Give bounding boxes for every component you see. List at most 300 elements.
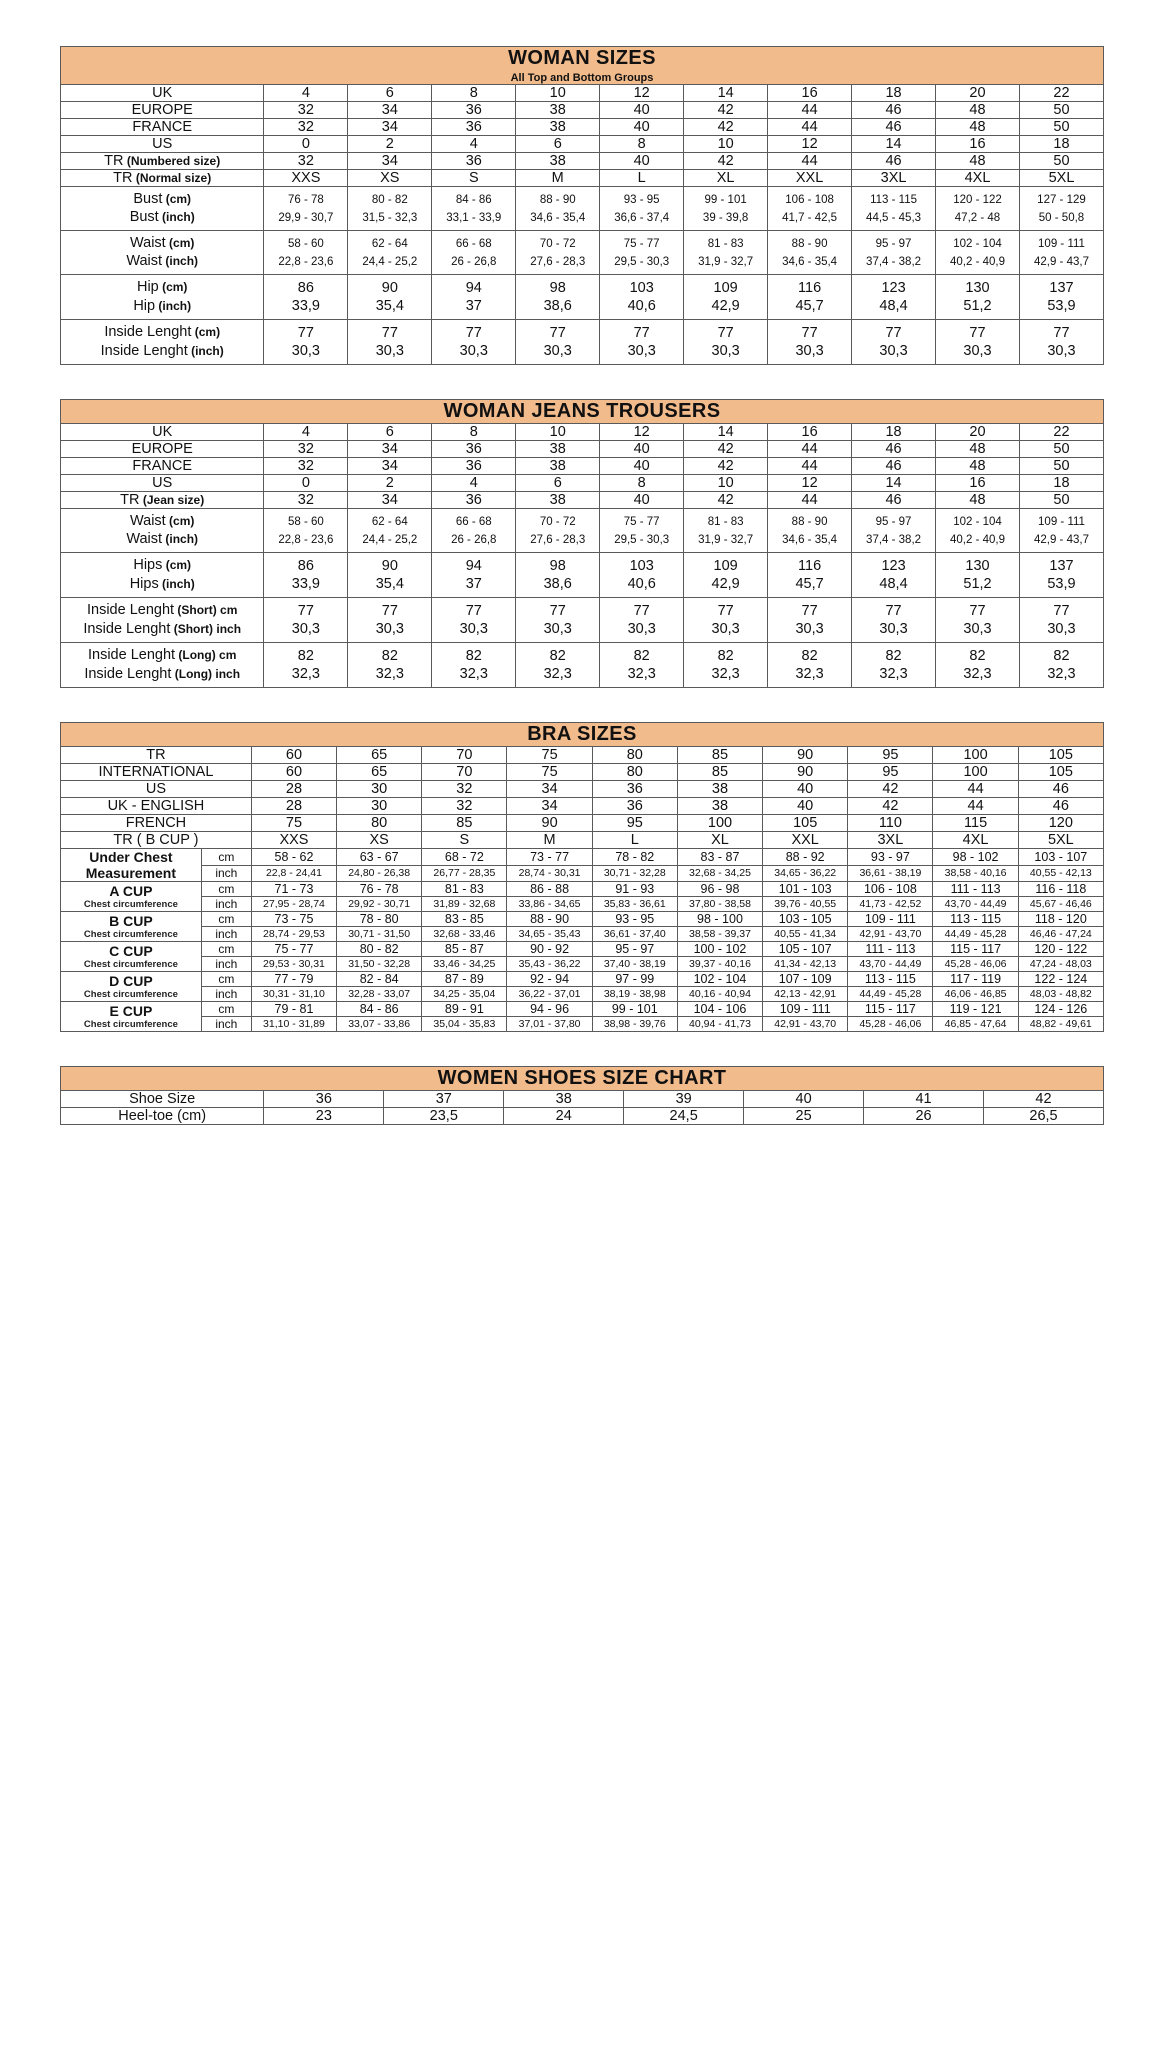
- table-cell: 30,3: [516, 342, 600, 365]
- table-cell: 86 - 88: [507, 882, 592, 897]
- table-subtitle: All Top and Bottom Groups: [510, 72, 654, 84]
- table-row: [61, 781, 1104, 798]
- table-cell: 30,3: [264, 342, 348, 365]
- table-cell: 18: [852, 85, 936, 102]
- table-cell: 34,6 - 35,4: [768, 531, 852, 553]
- table-cell: 24,4 - 25,2: [348, 253, 432, 275]
- table-cell: 16: [936, 136, 1020, 153]
- table-cell: 40,2 - 40,9: [936, 531, 1020, 553]
- table-cell: 18: [1019, 475, 1103, 492]
- table-cell: 45,67 - 46,46: [1018, 897, 1103, 912]
- table-cell: 38: [516, 492, 600, 509]
- table-cell: 51,2: [936, 297, 1020, 320]
- table-row: [61, 927, 1104, 942]
- row-label: US: [61, 475, 264, 492]
- table-cell: 27,6 - 28,3: [516, 253, 600, 275]
- table-cell: 46: [852, 458, 936, 475]
- table-cell: 88 - 90: [507, 912, 592, 927]
- table-cell: 98: [516, 553, 600, 576]
- table-row: [61, 865, 1104, 882]
- table-cell: 14: [684, 424, 768, 441]
- table-cell: 35,04 - 35,83: [422, 1017, 507, 1032]
- table-cell: 73 - 75: [251, 912, 336, 927]
- table-cell: 102 - 104: [936, 509, 1020, 532]
- table-cell: 32,3: [1019, 665, 1103, 688]
- table-cell: 75 - 77: [600, 509, 684, 532]
- table-cell: 33,9: [264, 575, 348, 598]
- table-cell: 98 - 100: [677, 912, 762, 927]
- table-cell: S: [432, 170, 516, 187]
- unit-cell: cm: [201, 849, 251, 866]
- table-cell: 16: [768, 424, 852, 441]
- table-cell: 106 - 108: [768, 187, 852, 210]
- woman-jeans-trousers-block: [60, 399, 1104, 688]
- table-cell: 37,40 - 38,19: [592, 957, 677, 972]
- table-cell: 92 - 94: [507, 972, 592, 987]
- table-cell: 71 - 73: [251, 882, 336, 897]
- table-cell: 10: [684, 136, 768, 153]
- table-cell: 22: [1019, 85, 1103, 102]
- table-cell: 42,9: [684, 297, 768, 320]
- table-cell: 30,3: [684, 342, 768, 365]
- table-cell: 75: [507, 764, 592, 781]
- table-cell: 46: [852, 492, 936, 509]
- table-cell: 48: [936, 492, 1020, 509]
- table-cell: 32,3: [852, 665, 936, 688]
- table-title: WOMEN SHOES SIZE CHART: [437, 1067, 727, 1090]
- table-cell: 100: [677, 815, 762, 832]
- table-cell: 77: [852, 598, 936, 621]
- table-cell: 44,5 - 45,3: [852, 209, 936, 231]
- table-cell: 34: [348, 153, 432, 170]
- table-cell: 31,9 - 32,7: [684, 253, 768, 275]
- table-cell: 6: [516, 136, 600, 153]
- table-cell: 95: [848, 764, 933, 781]
- table-cell: 38: [677, 781, 762, 798]
- table-cell: 80 - 82: [348, 187, 432, 210]
- table-cell: 30: [337, 781, 422, 798]
- table-cell: 6: [348, 424, 432, 441]
- table-row: [61, 598, 1104, 621]
- table-cell: 85 - 87: [422, 942, 507, 957]
- table-cell: 16: [768, 85, 852, 102]
- table-cell: 37: [432, 575, 516, 598]
- table-cell: 105 - 107: [763, 942, 848, 957]
- table-cell: 30,3: [768, 620, 852, 643]
- row-label: Inside Lenght (Long) inch: [61, 665, 264, 688]
- table-cell: 8: [432, 85, 516, 102]
- table-cell: 33,1 - 33,9: [432, 209, 516, 231]
- table-cell: 34,65 - 36,22: [763, 865, 848, 882]
- table-cell: 30,3: [600, 342, 684, 365]
- table-cell: 34,65 - 35,43: [507, 927, 592, 942]
- table-cell: 50: [1019, 458, 1103, 475]
- table-cell: 26 - 26,8: [432, 253, 516, 275]
- table-cell: 47,2 - 48: [936, 209, 1020, 231]
- table-cell: 85: [677, 764, 762, 781]
- table-cell: 70 - 72: [516, 509, 600, 532]
- table-cell: 118 - 120: [1018, 912, 1103, 927]
- table-cell: 42: [684, 102, 768, 119]
- table-cell: 40: [600, 458, 684, 475]
- table-cell: 40: [763, 798, 848, 815]
- table-cell: 85: [422, 815, 507, 832]
- table-row: [61, 764, 1104, 781]
- table-cell: 32: [264, 441, 348, 458]
- table-cell: 32,28 - 33,07: [337, 987, 422, 1002]
- table-cell: 30: [337, 798, 422, 815]
- table-cell: 82: [264, 643, 348, 666]
- table-cell: 44: [933, 798, 1018, 815]
- women-shoes-table: [60, 1066, 1104, 1125]
- table-cell: 94 - 96: [507, 1002, 592, 1017]
- table-cell: 30,3: [1019, 620, 1103, 643]
- row-label: Waist (cm): [61, 509, 264, 532]
- table-cell: 119 - 121: [933, 1002, 1018, 1017]
- table-cell: 36,6 - 37,4: [600, 209, 684, 231]
- table-cell: 84 - 86: [432, 187, 516, 210]
- table-cell: 40: [763, 781, 848, 798]
- table-cell: 32: [264, 492, 348, 509]
- table-cell: 36: [264, 1091, 384, 1108]
- table-cell: 77: [936, 320, 1020, 343]
- table-cell: 50: [1019, 153, 1103, 170]
- row-label: UK - ENGLISH: [61, 798, 252, 815]
- table-row: [61, 253, 1104, 275]
- table-cell: 33,86 - 34,65: [507, 897, 592, 912]
- table-cell: 34: [348, 458, 432, 475]
- table-cell: 95 - 97: [592, 942, 677, 957]
- table-cell: 32: [422, 781, 507, 798]
- unit-cell: inch: [201, 865, 251, 882]
- table-cell: 77: [684, 320, 768, 343]
- table-cell: 8: [600, 475, 684, 492]
- table-cell: 100: [933, 747, 1018, 764]
- unit-cell: inch: [201, 1017, 251, 1032]
- table-cell: 32: [264, 102, 348, 119]
- table-cell: 31,10 - 31,89: [251, 1017, 336, 1032]
- table-cell: 60: [251, 764, 336, 781]
- table-cell: 42,9 - 43,7: [1019, 531, 1103, 553]
- table-cell: 14: [852, 475, 936, 492]
- table-cell: 80: [337, 815, 422, 832]
- table-cell: 130: [936, 553, 1020, 576]
- table-cell: 30,3: [264, 620, 348, 643]
- table-cell: 103: [600, 553, 684, 576]
- row-label: Waist (cm): [61, 231, 264, 254]
- table-cell: 32,3: [936, 665, 1020, 688]
- table-cell: 39 - 39,8: [684, 209, 768, 231]
- table-cell: 62 - 64: [348, 509, 432, 532]
- table-cell: 38: [516, 119, 600, 136]
- table-cell: 75 - 77: [251, 942, 336, 957]
- table-cell: 47,24 - 48,03: [1018, 957, 1103, 972]
- table-cell: 30,3: [432, 342, 516, 365]
- cup-label: C CUP Chest circumference: [61, 942, 202, 972]
- table-cell: 4: [432, 136, 516, 153]
- table-cell: 36: [432, 102, 516, 119]
- table-cell: 58 - 62: [251, 849, 336, 866]
- table-row: [61, 912, 1104, 927]
- table-cell: 32: [264, 119, 348, 136]
- table-title-row: [61, 400, 1104, 424]
- table-cell: 68 - 72: [422, 849, 507, 866]
- table-cell: 115 - 117: [848, 1002, 933, 1017]
- table-cell: 88 - 92: [763, 849, 848, 866]
- table-cell: 77: [1019, 598, 1103, 621]
- unit-cell: inch: [201, 897, 251, 912]
- table-cell: 4XL: [933, 832, 1018, 849]
- table-cell: 79 - 81: [251, 1002, 336, 1017]
- table-cell: 82: [432, 643, 516, 666]
- table-cell: 3XL: [852, 170, 936, 187]
- table-cell: 22: [1019, 424, 1103, 441]
- table-cell: 90: [507, 815, 592, 832]
- table-cell: 75: [507, 747, 592, 764]
- table-cell: 40,6: [600, 575, 684, 598]
- table-cell: 6: [348, 85, 432, 102]
- table-cell: 46,46 - 47,24: [1018, 927, 1103, 942]
- table-cell: 43,70 - 44,49: [848, 957, 933, 972]
- table-cell: 62 - 64: [348, 231, 432, 254]
- row-label: Hip (cm): [61, 275, 264, 298]
- table-cell: 36,22 - 37,01: [507, 987, 592, 1002]
- table-cell: 77: [768, 320, 852, 343]
- table-row: [61, 1108, 1104, 1125]
- table-cell: 32: [264, 458, 348, 475]
- table-cell: 44: [768, 102, 852, 119]
- table-cell: 86: [264, 275, 348, 298]
- table-cell: 45,28 - 46,06: [848, 1017, 933, 1032]
- table-cell: 77: [600, 320, 684, 343]
- table-title: WOMAN SIZES: [508, 47, 656, 69]
- table-cell: 48,4: [852, 575, 936, 598]
- table-cell: 36: [592, 798, 677, 815]
- table-cell: 5XL: [1019, 170, 1103, 187]
- table-cell: 40,6: [600, 297, 684, 320]
- table-cell: 35,4: [348, 575, 432, 598]
- table-cell: 77: [516, 320, 600, 343]
- table-cell: 137: [1019, 275, 1103, 298]
- table-cell: 46: [852, 153, 936, 170]
- table-cell: 90 - 92: [507, 942, 592, 957]
- table-cell: 50: [1019, 492, 1103, 509]
- table-cell: 84 - 86: [337, 1002, 422, 1017]
- table-cell: 32,3: [516, 665, 600, 688]
- table-cell: 77: [432, 598, 516, 621]
- row-label: US: [61, 136, 264, 153]
- table-title: WOMAN JEANS TROUSERS: [443, 400, 721, 422]
- table-row: [61, 747, 1104, 764]
- unit-cell: cm: [201, 972, 251, 987]
- table-row: [61, 458, 1104, 475]
- table-cell: 38,58 - 40,16: [933, 865, 1018, 882]
- table-row: [61, 620, 1104, 643]
- table-cell: 0: [264, 136, 348, 153]
- table-cell: 82 - 84: [337, 972, 422, 987]
- table-cell: 34: [348, 102, 432, 119]
- table-cell: 38,58 - 39,37: [677, 927, 762, 942]
- table-cell: 46,06 - 46,85: [933, 987, 1018, 1002]
- table-cell: 113 - 115: [933, 912, 1018, 927]
- table-cell: 32,3: [264, 665, 348, 688]
- table-cell: 36: [432, 119, 516, 136]
- table-cell: 34: [348, 492, 432, 509]
- table-cell: 73 - 77: [507, 849, 592, 866]
- cup-label: D CUP Chest circumference: [61, 972, 202, 1002]
- table-cell: 31,9 - 32,7: [684, 531, 768, 553]
- table-cell: 116 - 118: [1018, 882, 1103, 897]
- table-cell: 109: [684, 553, 768, 576]
- table-cell: 50: [1019, 102, 1103, 119]
- table-cell: 82: [768, 643, 852, 666]
- table-row: [61, 553, 1104, 576]
- table-cell: 30,3: [516, 620, 600, 643]
- table-cell: 82: [600, 643, 684, 666]
- row-label: Inside Lenght (Short) inch: [61, 620, 264, 643]
- table-title: BRA SIZES: [527, 723, 637, 745]
- table-cell: 29,5 - 30,3: [600, 253, 684, 275]
- table-cell: 70: [422, 747, 507, 764]
- table-row: [61, 275, 1104, 298]
- row-label: Inside Lenght (Long) cm: [61, 643, 264, 666]
- table-row: [61, 987, 1104, 1002]
- table-cell: 37,4 - 38,2: [852, 531, 936, 553]
- row-label: TR (Numbered size): [61, 153, 264, 170]
- table-cell: 30,71 - 31,50: [337, 927, 422, 942]
- table-cell: 41: [864, 1091, 984, 1108]
- table-title-row: [61, 1067, 1104, 1091]
- row-label: FRANCE: [61, 119, 264, 136]
- woman-jeans-trousers-table: [60, 399, 1104, 688]
- table-cell: 50: [1019, 119, 1103, 136]
- table-cell: 38: [516, 441, 600, 458]
- table-cell: 36: [432, 458, 516, 475]
- table-cell: 26,5: [984, 1108, 1104, 1125]
- table-cell: 40,2 - 40,9: [936, 253, 1020, 275]
- table-cell: 8: [600, 136, 684, 153]
- table-cell: 40,16 - 40,94: [677, 987, 762, 1002]
- table-row: [61, 1091, 1104, 1108]
- table-cell: 76 - 78: [337, 882, 422, 897]
- table-cell: 28: [251, 798, 336, 815]
- table-cell: 30,3: [768, 342, 852, 365]
- table-cell: 33,9: [264, 297, 348, 320]
- row-label: Heel-toe (cm): [61, 1108, 264, 1125]
- table-cell: 105: [763, 815, 848, 832]
- table-cell: 30,3: [936, 342, 1020, 365]
- table-cell: 38: [516, 102, 600, 119]
- table-cell: 38,6: [516, 575, 600, 598]
- row-label: FRANCE: [61, 458, 264, 475]
- row-label: Bust (inch): [61, 209, 264, 231]
- table-cell: 110: [848, 815, 933, 832]
- table-cell: 5XL: [1018, 832, 1103, 849]
- table-cell: 27,95 - 28,74: [251, 897, 336, 912]
- table-row: [61, 1002, 1104, 1017]
- unit-cell: cm: [201, 912, 251, 927]
- table-cell: 16: [936, 475, 1020, 492]
- table-cell: 82: [936, 643, 1020, 666]
- table-cell: 127 - 129: [1019, 187, 1103, 210]
- table-cell: 30,31 - 31,10: [251, 987, 336, 1002]
- row-label: US: [61, 781, 252, 798]
- table-cell: 48: [936, 458, 1020, 475]
- table-cell: 35,43 - 36,22: [507, 957, 592, 972]
- table-cell: XL: [684, 170, 768, 187]
- table-cell: 28,74 - 29,53: [251, 927, 336, 942]
- table-cell: 42,9: [684, 575, 768, 598]
- row-label: Shoe Size: [61, 1091, 264, 1108]
- table-cell: 99 - 101: [684, 187, 768, 210]
- row-label: UK: [61, 85, 264, 102]
- table-cell: 30,3: [432, 620, 516, 643]
- table-cell: 40,55 - 42,13: [1018, 865, 1103, 882]
- table-cell: 34: [348, 441, 432, 458]
- table-cell: 120 - 122: [1018, 942, 1103, 957]
- table-row: [61, 85, 1104, 102]
- table-cell: 42,9 - 43,7: [1019, 253, 1103, 275]
- table-cell: 12: [600, 424, 684, 441]
- table-cell: 34,25 - 35,04: [422, 987, 507, 1002]
- table-cell: 99 - 101: [592, 1002, 677, 1017]
- table-cell: 20: [936, 85, 1020, 102]
- table-cell: 48: [936, 441, 1020, 458]
- cup-label: B CUP Chest circumference: [61, 912, 202, 942]
- table-cell: 6: [516, 475, 600, 492]
- table-cell: 98: [516, 275, 600, 298]
- table-title-cell: [61, 47, 1104, 85]
- table-cell: L: [592, 832, 677, 849]
- table-cell: 36: [592, 781, 677, 798]
- table-title-cell: [61, 723, 1104, 747]
- table-cell: 78 - 82: [592, 849, 677, 866]
- table-cell: 75 - 77: [600, 231, 684, 254]
- table-cell: 36: [432, 441, 516, 458]
- table-cell: 77: [1019, 320, 1103, 343]
- table-cell: 29,5 - 30,3: [600, 531, 684, 553]
- table-cell: 27,6 - 28,3: [516, 531, 600, 553]
- table-cell: 89 - 91: [422, 1002, 507, 1017]
- table-cell: 76 - 78: [264, 187, 348, 210]
- table-cell: 30,3: [348, 342, 432, 365]
- table-cell: 43,70 - 44,49: [933, 897, 1018, 912]
- table-cell: 4: [264, 85, 348, 102]
- unit-cell: inch: [201, 957, 251, 972]
- bra-sizes-block: [60, 722, 1104, 1032]
- table-row: [61, 231, 1104, 254]
- table-cell: 4: [432, 475, 516, 492]
- row-label: Inside Lenght (cm): [61, 320, 264, 343]
- unit-cell: inch: [201, 927, 251, 942]
- table-cell: 109: [684, 275, 768, 298]
- table-cell: 37: [384, 1091, 504, 1108]
- table-cell: 37,80 - 38,58: [677, 897, 762, 912]
- table-cell: 115 - 117: [933, 942, 1018, 957]
- table-row: [61, 102, 1104, 119]
- table-cell: 18: [1019, 136, 1103, 153]
- table-cell: 70: [422, 764, 507, 781]
- table-cell: 50: [1019, 441, 1103, 458]
- table-row: [61, 170, 1104, 187]
- table-cell: 96 - 98: [677, 882, 762, 897]
- table-cell: 10: [516, 85, 600, 102]
- table-cell: 22,8 - 23,6: [264, 531, 348, 553]
- table-cell: S: [422, 832, 507, 849]
- table-cell: 120 - 122: [936, 187, 1020, 210]
- table-cell: 90: [348, 553, 432, 576]
- table-cell: 77: [516, 598, 600, 621]
